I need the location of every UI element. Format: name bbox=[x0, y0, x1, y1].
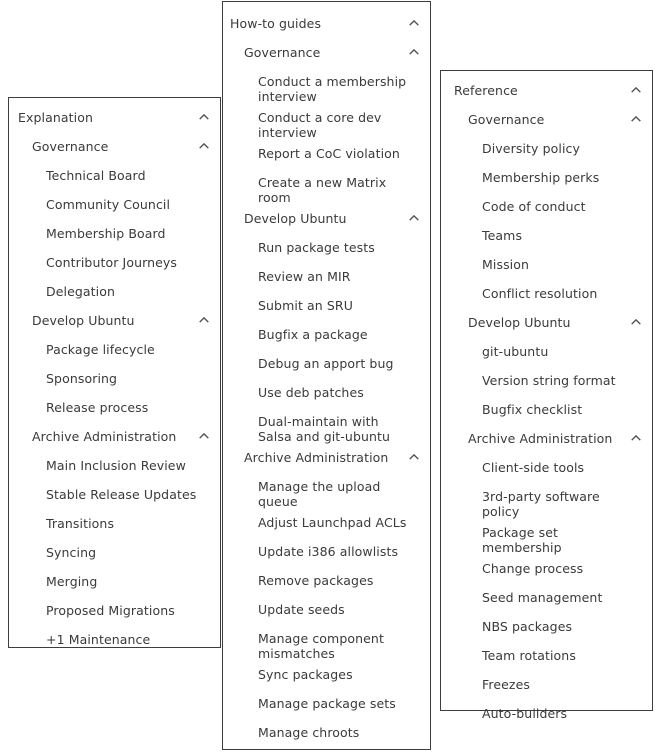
nav-item-main-inclusion-review[interactable] bbox=[9, 452, 220, 481]
nav-item-label: Client-side tools bbox=[482, 460, 585, 475]
nav-item-run-package-tests[interactable] bbox=[223, 234, 430, 263]
nav-item-submit-an-sru[interactable] bbox=[223, 292, 430, 321]
nav-item-label: Develop Ubuntu bbox=[244, 211, 347, 226]
nav-item-label: Use deb patches bbox=[258, 385, 364, 400]
nav-item-sync-packages[interactable] bbox=[223, 661, 430, 690]
nav-item-diversity-policy[interactable] bbox=[441, 135, 652, 164]
nav-item-report-a-coc-violation[interactable] bbox=[223, 140, 430, 169]
chevron-up-icon[interactable] bbox=[630, 432, 642, 446]
nav-item-label: Membership Board bbox=[46, 226, 166, 241]
nav-item-label: Dual-maintain with Salsa and git-ubuntu bbox=[258, 414, 391, 444]
nav-item-package-lifecycle[interactable] bbox=[9, 336, 220, 365]
nav-panel-howto-guides bbox=[222, 1, 431, 750]
nav-item-nbs-packages[interactable] bbox=[441, 613, 652, 642]
nav-item-syncing[interactable] bbox=[9, 539, 220, 568]
nav-item-label: 3rd-party software policy bbox=[482, 489, 600, 519]
nav-item-how-to-guides[interactable] bbox=[223, 10, 430, 39]
nav-item-label: Manage the upload queue bbox=[258, 479, 381, 509]
nav-item-merging[interactable] bbox=[9, 568, 220, 597]
nav-item-label: Governance bbox=[32, 139, 109, 154]
nav-item-auto-builders[interactable] bbox=[441, 700, 652, 729]
nav-item-1-maintenance[interactable] bbox=[9, 626, 220, 655]
nav-item-membership-perks[interactable] bbox=[441, 164, 652, 193]
panel-bottom-spacer bbox=[441, 729, 652, 737]
nav-tree-explanation bbox=[9, 104, 220, 663]
nav-item-label: +1 Maintenance bbox=[46, 632, 151, 647]
nav-item-archive-administration[interactable] bbox=[441, 425, 652, 454]
panel-bottom-spacer bbox=[223, 748, 430, 756]
chevron-up-icon[interactable] bbox=[408, 17, 420, 31]
nav-item-label: Team rotations bbox=[482, 648, 576, 663]
nav-item-label: Update i386 allowlists bbox=[258, 544, 399, 559]
panel-top-spacer bbox=[223, 2, 430, 10]
nav-item-label: Syncing bbox=[46, 545, 97, 560]
nav-item-label: Develop Ubuntu bbox=[32, 313, 135, 328]
nav-item-label: Manage component mismatches bbox=[258, 631, 384, 661]
nav-item-governance[interactable] bbox=[223, 39, 430, 68]
nav-tree-howto-guides bbox=[223, 10, 430, 756]
nav-item-archive-administration[interactable] bbox=[223, 444, 430, 473]
nav-panel-explanation bbox=[8, 97, 221, 648]
nav-item-code-of-conduct[interactable] bbox=[441, 193, 652, 222]
nav-item-bugfix-a-package[interactable] bbox=[223, 321, 430, 350]
nav-item-label: Manage chroots bbox=[258, 725, 360, 740]
nav-item-manage-component-mismatches[interactable] bbox=[223, 625, 430, 661]
nav-item-use-deb-patches[interactable] bbox=[223, 379, 430, 408]
nav-item-adjust-launchpad-acls[interactable] bbox=[223, 509, 430, 538]
nav-item-explanation[interactable] bbox=[9, 104, 220, 133]
nav-item-label: Adjust Launchpad ACLs bbox=[258, 515, 407, 530]
nav-item-label: Governance bbox=[468, 112, 545, 127]
nav-item-seed-management[interactable] bbox=[441, 584, 652, 613]
nav-item-contributor-journeys[interactable] bbox=[9, 249, 220, 278]
chevron-up-icon[interactable] bbox=[630, 113, 642, 127]
nav-item-3rd-party-software-policy[interactable] bbox=[441, 483, 652, 519]
nav-item-label: Change process bbox=[482, 561, 584, 576]
nav-item-version-string-format[interactable] bbox=[441, 367, 652, 396]
nav-item-stable-release-updates[interactable] bbox=[9, 481, 220, 510]
nav-item-label: Submit an SRU bbox=[258, 298, 353, 313]
nav-item-label: Explanation bbox=[18, 110, 93, 125]
nav-item-label: How-to guides bbox=[230, 16, 322, 31]
chevron-up-icon[interactable] bbox=[198, 430, 210, 444]
nav-item-label: Archive Administration bbox=[468, 431, 613, 446]
nav-item-reference[interactable] bbox=[441, 77, 652, 106]
nav-item-remove-packages[interactable] bbox=[223, 567, 430, 596]
nav-item-team-rotations[interactable] bbox=[441, 642, 652, 671]
nav-item-label: Proposed Migrations bbox=[46, 603, 175, 618]
nav-item-mission[interactable] bbox=[441, 251, 652, 280]
nav-item-review-an-mir[interactable] bbox=[223, 263, 430, 292]
nav-item-label: Stable Release Updates bbox=[46, 487, 197, 502]
nav-item-dual-maintain-with-salsa-and-git-ubuntu[interactable] bbox=[223, 408, 430, 444]
nav-item-freezes[interactable] bbox=[441, 671, 652, 700]
chevron-up-icon[interactable] bbox=[408, 212, 420, 226]
nav-item-label: Conduct a core dev interview bbox=[258, 110, 382, 140]
nav-item-label: Technical Board bbox=[46, 168, 146, 183]
chevron-up-icon[interactable] bbox=[198, 140, 210, 154]
nav-item-label: Diversity policy bbox=[482, 141, 580, 156]
nav-item-label: Governance bbox=[244, 45, 321, 60]
nav-item-transitions[interactable] bbox=[9, 510, 220, 539]
nav-item-develop-ubuntu[interactable] bbox=[9, 307, 220, 336]
nav-item-community-council[interactable] bbox=[9, 191, 220, 220]
nav-item-label: git-ubuntu bbox=[482, 344, 549, 359]
chevron-up-icon[interactable] bbox=[198, 111, 210, 125]
chevron-up-icon[interactable] bbox=[630, 316, 642, 330]
nav-item-label: Package lifecycle bbox=[46, 342, 155, 357]
nav-item-label: Sync packages bbox=[258, 667, 353, 682]
nav-panel-reference bbox=[440, 70, 653, 721]
nav-item-git-ubuntu[interactable] bbox=[441, 338, 652, 367]
nav-item-label: Remove packages bbox=[258, 573, 374, 588]
nav-item-change-process[interactable] bbox=[441, 555, 652, 584]
nav-item-develop-ubuntu[interactable] bbox=[441, 309, 652, 338]
chevron-up-icon[interactable] bbox=[630, 84, 642, 98]
nav-item-client-side-tools[interactable] bbox=[441, 454, 652, 483]
nav-item-label: Reference bbox=[454, 83, 518, 98]
nav-item-label: Transitions bbox=[46, 516, 115, 531]
nav-item-label: Merging bbox=[46, 574, 98, 589]
nav-item-debug-an-apport-bug[interactable] bbox=[223, 350, 430, 379]
nav-item-release-process[interactable] bbox=[9, 394, 220, 423]
nav-item-label: Community Council bbox=[46, 197, 171, 212]
nav-item-label: NBS packages bbox=[482, 619, 573, 634]
nav-item-conduct-a-core-dev-interview[interactable] bbox=[223, 104, 430, 140]
nav-item-teams[interactable] bbox=[441, 222, 652, 251]
nav-item-manage-package-sets[interactable] bbox=[223, 690, 430, 719]
nav-item-label: Freezes bbox=[482, 677, 530, 692]
nav-item-label: Debug an apport bug bbox=[258, 356, 394, 371]
nav-item-label: Archive Administration bbox=[244, 450, 389, 465]
nav-item-manage-the-upload-queue[interactable] bbox=[223, 473, 430, 509]
nav-item-update-i386-allowlists[interactable] bbox=[223, 538, 430, 567]
nav-item-delegation[interactable] bbox=[9, 278, 220, 307]
panel-bottom-spacer bbox=[9, 655, 220, 663]
nav-item-label: Seed management bbox=[482, 590, 603, 605]
nav-item-label: Manage package sets bbox=[258, 696, 396, 711]
nav-item-label: Teams bbox=[482, 228, 523, 243]
chevron-up-icon[interactable] bbox=[408, 46, 420, 60]
nav-item-label: Mission bbox=[482, 257, 530, 272]
nav-item-label: Develop Ubuntu bbox=[468, 315, 571, 330]
nav-item-technical-board[interactable] bbox=[9, 162, 220, 191]
nav-item-label: Delegation bbox=[46, 284, 116, 299]
nav-item-proposed-migrations[interactable] bbox=[9, 597, 220, 626]
nav-item-label: Bugfix a package bbox=[258, 327, 368, 342]
nav-item-label: Release process bbox=[46, 400, 149, 415]
nav-item-label: Archive Administration bbox=[32, 429, 177, 444]
nav-item-package-set-membership[interactable] bbox=[441, 519, 652, 555]
nav-item-label: Conduct a membership interview bbox=[258, 74, 407, 104]
nav-item-label: Membership perks bbox=[482, 170, 600, 185]
nav-item-conflict-resolution[interactable] bbox=[441, 280, 652, 309]
nav-item-label: Review an MIR bbox=[258, 269, 351, 284]
nav-item-governance[interactable] bbox=[441, 106, 652, 135]
nav-item-create-a-new-matrix-room[interactable] bbox=[223, 169, 430, 205]
nav-item-label: Sponsoring bbox=[46, 371, 118, 386]
nav-tree-reference bbox=[441, 77, 652, 737]
nav-item-label: Report a CoC violation bbox=[258, 146, 400, 161]
chevron-up-icon[interactable] bbox=[198, 314, 210, 328]
nav-item-label: Package set membership bbox=[482, 525, 562, 555]
nav-item-conduct-a-membership-interview[interactable] bbox=[223, 68, 430, 104]
nav-item-archive-administration[interactable] bbox=[9, 423, 220, 452]
nav-item-manage-chroots[interactable] bbox=[223, 719, 430, 748]
nav-item-label: Contributor Journeys bbox=[46, 255, 178, 270]
nav-item-label: Code of conduct bbox=[482, 199, 586, 214]
nav-item-label: Main Inclusion Review bbox=[46, 458, 186, 473]
nav-item-sponsoring[interactable] bbox=[9, 365, 220, 394]
nav-item-update-seeds[interactable] bbox=[223, 596, 430, 625]
nav-item-membership-board[interactable] bbox=[9, 220, 220, 249]
nav-item-label: Auto-builders bbox=[482, 706, 568, 721]
chevron-up-icon[interactable] bbox=[408, 451, 420, 465]
nav-item-label: Run package tests bbox=[258, 240, 375, 255]
nav-item-label: Version string format bbox=[482, 373, 616, 388]
nav-item-label: Update seeds bbox=[258, 602, 345, 617]
nav-item-develop-ubuntu[interactable] bbox=[223, 205, 430, 234]
nav-item-label: Conflict resolution bbox=[482, 286, 598, 301]
nav-item-governance[interactable] bbox=[9, 133, 220, 162]
nav-item-label: Create a new Matrix room bbox=[258, 175, 387, 205]
nav-item-label: Bugfix checklist bbox=[482, 402, 583, 417]
nav-item-bugfix-checklist[interactable] bbox=[441, 396, 652, 425]
